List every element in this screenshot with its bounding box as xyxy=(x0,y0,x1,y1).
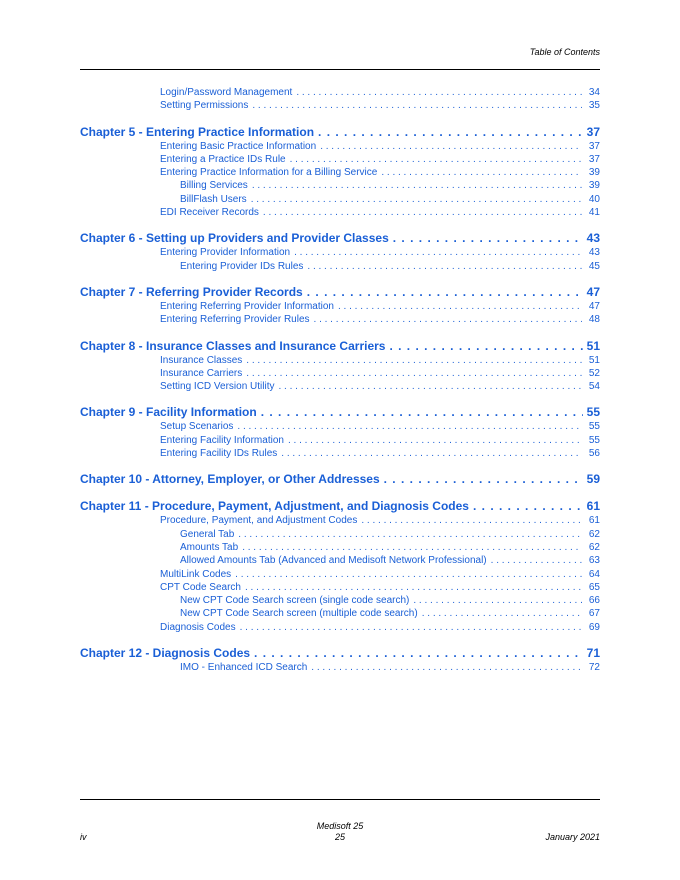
dot-leader xyxy=(307,285,583,300)
footer-page-number: iv xyxy=(80,832,87,842)
toc-entry-title: Billing Services xyxy=(180,180,248,192)
dot-leader xyxy=(473,499,583,514)
toc-entry-title: Chapter 9 - Facility Information xyxy=(80,405,257,420)
toc-entry-page: 37 xyxy=(588,140,600,152)
toc-entry-title: Procedure, Payment, and Adjustment Codes xyxy=(160,515,358,527)
toc-chapter-entry[interactable] xyxy=(80,285,600,300)
toc-entry-title: Chapter 5 - Entering Practice Information xyxy=(80,124,315,139)
toc-entry-page: 55 xyxy=(586,405,600,420)
toc-entry-title: Entering Facility IDs Rules xyxy=(160,448,278,460)
toc-section-entry[interactable] xyxy=(80,153,600,166)
toc-entry-page: 56 xyxy=(588,448,600,460)
toc-entry-title: Entering Referring Provider Rules xyxy=(160,314,310,326)
toc-entry-page: 61 xyxy=(588,515,600,527)
toc-entry-page: 55 xyxy=(588,421,600,433)
toc-entry-title: Chapter 11 - Procedure, Payment, Adjustment, and Diagnosis Codes xyxy=(80,499,469,514)
dot-leader xyxy=(288,434,582,447)
toc-entry-title: Amounts Tab xyxy=(180,541,239,553)
toc-section-entry[interactable] xyxy=(80,621,600,634)
toc-entry-page: 65 xyxy=(588,581,600,593)
dot-leader xyxy=(393,231,583,246)
toc-section-entry[interactable] xyxy=(80,581,600,594)
toc-chapter-entry[interactable] xyxy=(80,646,600,661)
toc-entry-page: 48 xyxy=(588,314,600,326)
toc-entry-title: Chapter 12 - Diagnosis Codes xyxy=(80,646,251,661)
toc-section-entry[interactable] xyxy=(80,447,600,460)
toc-section-entry[interactable] xyxy=(80,541,600,554)
dot-leader xyxy=(251,193,582,206)
toc-entry-title: Login/Password Management xyxy=(160,87,293,98)
dot-leader xyxy=(307,260,582,273)
toc-entry-page: 51 xyxy=(586,338,600,353)
toc-section-entry[interactable] xyxy=(80,594,600,607)
toc-entry-page: 40 xyxy=(588,193,600,205)
dot-leader xyxy=(422,607,582,620)
toc-section-entry[interactable] xyxy=(80,313,600,326)
toc-chapter-entry[interactable] xyxy=(80,125,600,140)
footer-product-name: Medisoft 25 xyxy=(316,821,364,831)
dot-leader xyxy=(254,646,583,661)
toc-entry-page: 47 xyxy=(588,300,600,312)
toc-entry-page: 51 xyxy=(588,354,600,366)
toc-entry-title: Entering Provider IDs Rules xyxy=(180,260,304,272)
toc-entry-title: Setting Permissions xyxy=(160,100,249,112)
toc-entry-title: Entering Facility Information xyxy=(160,434,284,446)
toc-entry-page: 55 xyxy=(588,434,600,446)
dot-leader xyxy=(235,568,582,581)
toc-section-entry[interactable] xyxy=(80,300,600,313)
toc-entry-page: 63 xyxy=(588,555,600,567)
dot-leader xyxy=(281,447,582,460)
toc-entry-page: 66 xyxy=(588,595,600,607)
toc-entry-title: CPT Code Search xyxy=(160,581,241,593)
dot-leader xyxy=(384,472,583,487)
toc-entry-title: EDI Receiver Records xyxy=(160,207,259,219)
dot-leader xyxy=(296,86,582,99)
toc-entry-page: 69 xyxy=(588,621,600,633)
toc-entry-title: Diagnosis Codes xyxy=(160,621,236,633)
toc-section-entry[interactable] xyxy=(80,354,600,367)
toc-section-entry[interactable] xyxy=(80,260,600,273)
toc-entry-title: Insurance Classes xyxy=(160,354,243,366)
dot-leader xyxy=(311,661,582,674)
toc-section-entry[interactable] xyxy=(80,367,600,380)
toc-section-entry[interactable] xyxy=(80,528,600,541)
toc-section-entry[interactable] xyxy=(80,607,600,620)
toc-section-entry[interactable] xyxy=(80,206,600,219)
toc-entry-page: 35 xyxy=(588,100,600,112)
dot-leader xyxy=(252,179,582,192)
toc-section-entry[interactable] xyxy=(80,568,600,581)
dot-leader xyxy=(320,140,582,153)
toc-entry-title: Chapter 10 - Attorney, Employer, or Other Addresses xyxy=(80,472,380,487)
dot-leader xyxy=(413,594,582,607)
toc-section-entry[interactable] xyxy=(80,420,600,433)
header-divider xyxy=(80,69,600,70)
toc-entry-title: Allowed Amounts Tab (Advanced and Medisoft Network Professional) xyxy=(180,555,487,567)
footer-version: 25 xyxy=(334,832,345,842)
toc-entry-page: 52 xyxy=(588,367,600,379)
toc-entry-title: Entering Provider Information xyxy=(160,247,291,259)
toc-entry-page: 37 xyxy=(586,124,600,139)
toc-chapter-entry[interactable] xyxy=(80,405,600,420)
dot-leader xyxy=(314,313,582,326)
toc-chapter-entry[interactable] xyxy=(80,339,600,354)
toc-entry-page: 47 xyxy=(586,284,600,299)
toc-entry-page: 41 xyxy=(588,207,600,219)
toc-section-entry[interactable] xyxy=(80,554,600,567)
toc-section-entry[interactable] xyxy=(80,166,600,179)
toc-entry-page: 72 xyxy=(588,662,600,674)
toc-entry-page: 64 xyxy=(588,568,600,580)
toc-section-entry[interactable] xyxy=(80,434,600,447)
toc-entry-page: 39 xyxy=(588,180,600,192)
toc-entry-title: Entering Practice Information for a Billing Service xyxy=(160,167,378,179)
toc-section-entry[interactable] xyxy=(80,514,600,527)
toc-entry-title: Setup Scenarios xyxy=(160,421,234,433)
toc-section-entry[interactable] xyxy=(80,661,600,674)
dot-leader xyxy=(252,99,582,112)
toc-entry-title: Insurance Carriers xyxy=(160,367,243,379)
dot-leader xyxy=(290,153,582,166)
toc-entry-page: 71 xyxy=(586,646,600,661)
dot-leader xyxy=(240,621,582,634)
toc-chapter-entry[interactable] xyxy=(80,231,600,246)
footer-date: January 2021 xyxy=(545,832,600,842)
dot-leader xyxy=(246,367,582,380)
toc-section-entry[interactable] xyxy=(80,99,600,112)
toc-entry-page: 62 xyxy=(588,541,600,553)
dot-leader xyxy=(238,528,582,541)
toc-entry-page: 39 xyxy=(588,167,600,179)
toc-chapter-entry[interactable] xyxy=(80,499,600,514)
toc-section-entry[interactable] xyxy=(80,380,600,393)
toc-entry-page: 37 xyxy=(588,153,600,165)
dot-leader xyxy=(294,246,582,259)
dot-leader xyxy=(389,339,582,354)
dot-leader xyxy=(246,354,582,367)
dot-leader xyxy=(242,541,582,554)
dot-leader xyxy=(237,420,582,433)
toc-section-entry[interactable] xyxy=(80,86,600,99)
toc-entry-page: 34 xyxy=(588,87,600,98)
toc-entry-page: 54 xyxy=(588,381,600,393)
toc-entry-title: Chapter 6 - Setting up Providers and Provider Classes xyxy=(80,231,389,246)
toc-section-entry[interactable] xyxy=(80,193,600,206)
toc-entry-title: BillFlash Users xyxy=(180,193,247,205)
toc-entry-page: 62 xyxy=(588,528,600,540)
toc-entry-page: 61 xyxy=(586,499,600,514)
toc-entry-title: IMO - Enhanced ICD Search xyxy=(180,662,308,674)
toc-entry-title: General Tab xyxy=(180,528,235,540)
toc-entry-page: 43 xyxy=(588,247,600,259)
toc-section-entry[interactable] xyxy=(80,179,600,192)
toc-entry-title: Entering Basic Practice Information xyxy=(160,140,317,152)
table-of-contents xyxy=(80,86,600,674)
toc-entry-title: Entering Referring Provider Information xyxy=(160,300,334,312)
dot-leader xyxy=(261,405,583,420)
toc-section-entry[interactable] xyxy=(80,140,600,153)
dot-leader xyxy=(245,581,582,594)
toc-entry-title: New CPT Code Search screen (multiple code search) xyxy=(180,608,418,620)
dot-leader xyxy=(361,514,582,527)
toc-chapter-entry[interactable] xyxy=(80,472,600,487)
toc-entry-page: 43 xyxy=(586,231,600,246)
toc-entry-page: 45 xyxy=(588,260,600,272)
footer-divider xyxy=(80,799,600,800)
dot-leader xyxy=(338,300,582,313)
toc-entry-title: MultiLink Codes xyxy=(160,568,232,580)
dot-leader xyxy=(279,380,583,393)
toc-entry-title: Setting ICD Version Utility xyxy=(160,381,275,393)
dot-leader xyxy=(491,554,582,567)
toc-entry-title: New CPT Code Search screen (single code search) xyxy=(180,595,410,607)
toc-entry-title: Entering a Practice IDs Rule xyxy=(160,153,286,165)
toc-section-entry[interactable] xyxy=(80,246,600,259)
dot-leader xyxy=(263,206,582,219)
toc-entry-page: 67 xyxy=(588,608,600,620)
toc-entry-title: Chapter 7 - Referring Provider Records xyxy=(80,284,303,299)
dot-leader xyxy=(318,125,583,140)
dot-leader xyxy=(381,166,582,179)
running-header: Table of Contents xyxy=(529,47,600,57)
toc-entry-page: 59 xyxy=(586,472,600,487)
toc-entry-title: Chapter 8 - Insurance Classes and Insurance Carriers xyxy=(80,338,386,353)
